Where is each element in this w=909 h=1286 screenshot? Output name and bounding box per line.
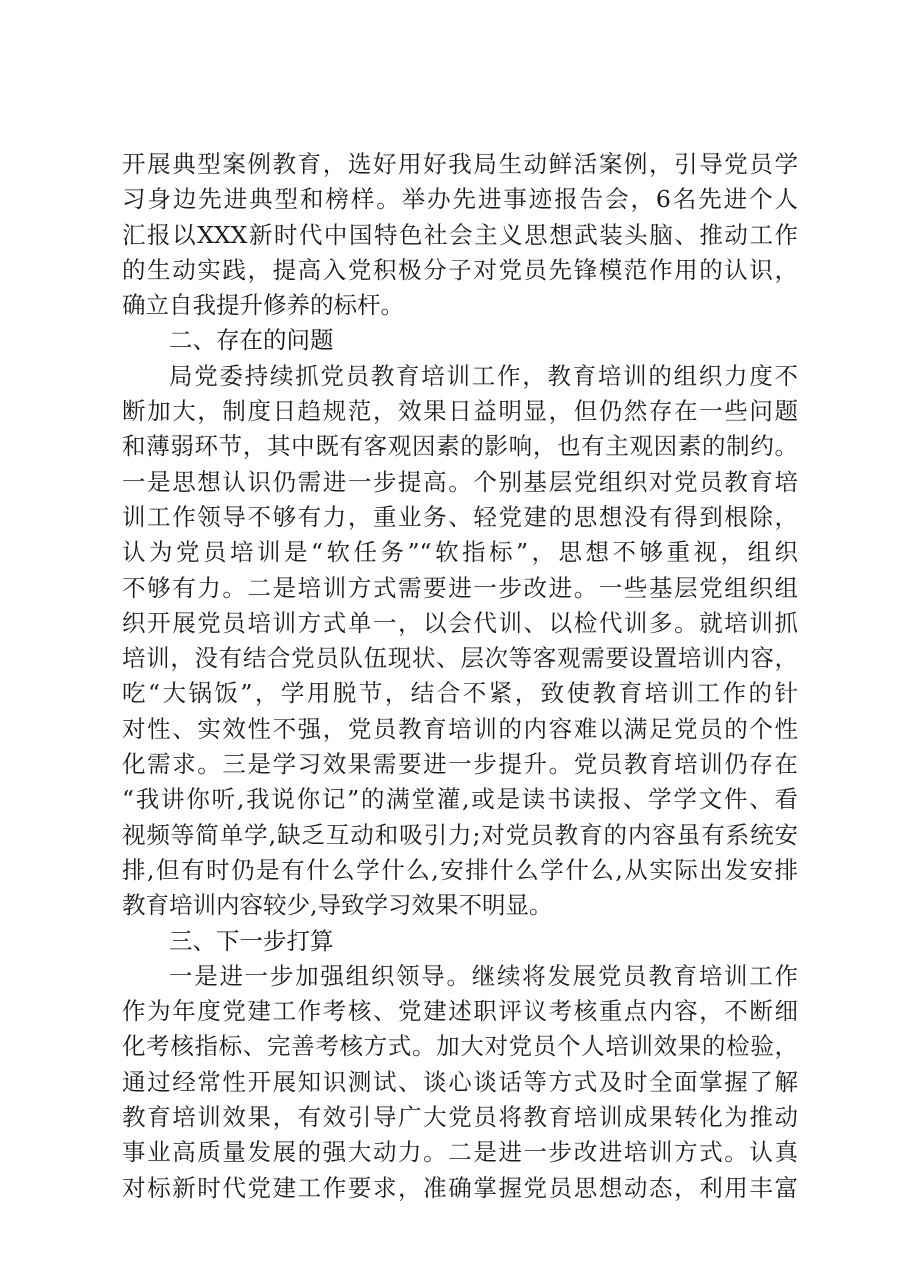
text-line: 教育培训效果，有效引导广大党员将教育培训成果转化为推动 xyxy=(122,1103,798,1132)
text-line: 吃“大锅饭”，学用脱节，结合不紧，致使教育培训工作的针 xyxy=(122,679,798,708)
text-line: 排,但有时仍是有什么学什么,安排什么学什么,从实际出发安排 xyxy=(122,855,798,884)
text-line: 教育培训内容较少,导致学习效果不明显。 xyxy=(122,891,553,920)
text-line: 织开展党员培训方式单一，以会代训、以检代训多。就培训抓 xyxy=(122,608,798,637)
text-line: 断加大，制度日趋规范，效果日益明显，但仍然存在一些问题 xyxy=(122,397,798,426)
text-line: 认为党员培训是“软任务”“软指标”，思想不够重视，组织 xyxy=(122,538,798,567)
text-line: 训工作领导不够有力，重业务、轻党建的思想没有得到根除， xyxy=(122,502,798,531)
text-line: 汇报以XXX新时代中国特色社会主义思想武装头脑、推动工作 xyxy=(122,220,798,249)
text-line: 化需求。三是学习效果需要进一步提升。党员教育培训仍存在 xyxy=(122,750,798,779)
text-line: 不够有力。二是培训方式需要进一步改进。一些基层党组织组 xyxy=(122,573,798,602)
text-line: 培训，没有结合党员队伍现状、层次等客观需要设置培训内容， xyxy=(122,644,798,673)
text-line: 确立自我提升修养的标杆。 xyxy=(122,291,404,320)
text-line: 的生动实践，提高入党积极分子对党员先锋模范作用的认识， xyxy=(122,255,798,284)
text-line: 一是进一步加强组织领导。继续将发展党员教育培训工作 xyxy=(169,961,798,990)
text-line: 一是思想认识仍需进一步提高。个别基层党组织对党员教育培 xyxy=(122,467,798,496)
text-line: 对标新时代党建工作要求，准确掌握党员思想动态，利用丰富 xyxy=(122,1173,798,1202)
text-line: 作为年度党建工作考核、党建述职评议考核重点内容，不断细 xyxy=(122,997,798,1026)
section-heading-problems: 二、存在的问题 xyxy=(169,326,334,355)
document-body xyxy=(122,147,798,1206)
text-line: 事业高质量发展的强大动力。二是进一步改进培训方式。认真 xyxy=(122,1138,798,1167)
text-line: 习身边先进典型和榜样。举办先进事迹报告会，6名先进个人 xyxy=(122,185,798,214)
text-line: 通过经常性开展知识测试、谈心谈话等方式及时全面掌握了解 xyxy=(122,1067,798,1096)
text-line: “我讲你听,我说你记”的满堂灌,或是读书读报、学学文件、看 xyxy=(122,785,798,814)
text-line: 和薄弱环节，其中既有客观因素的影响，也有主观因素的制约。 xyxy=(122,432,798,461)
text-line: 开展典型案例教育，选好用好我局生动鲜活案例，引导党员学 xyxy=(122,150,798,178)
text-line: 对性、实效性不强，党员教育培训的内容难以满足党员的个性 xyxy=(122,714,798,743)
text-line: 化考核指标、完善考核方式。加大对党员个人培训效果的检验， xyxy=(122,1032,798,1061)
text-line: 局党委持续抓党员教育培训工作，教育培训的组织力度不 xyxy=(169,361,798,390)
text-line: 视频等简单学,缺乏互动和吸引力;对党员教育的内容虽有系统安 xyxy=(122,820,798,849)
section-heading-next-steps: 三、下一步打算 xyxy=(169,926,334,955)
